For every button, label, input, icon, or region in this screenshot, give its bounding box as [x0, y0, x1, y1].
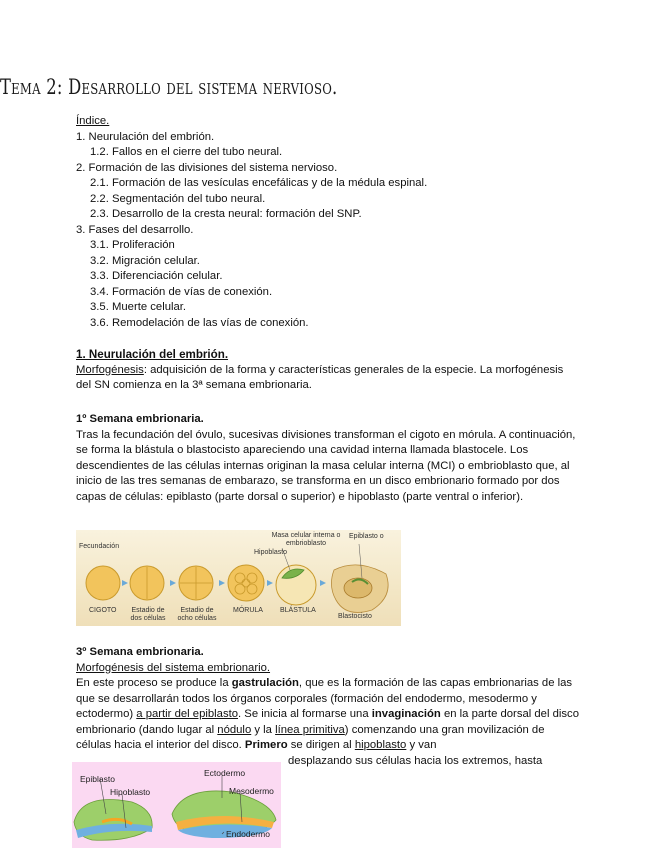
index-item: 3.2. Migración celular.	[90, 254, 200, 267]
index-item: 2.3. Desarrollo de la cresta neural: formación del SNP.	[90, 208, 362, 220]
figure-label: Masa celular interna o embrioblasto	[271, 532, 341, 547]
morula	[228, 565, 264, 601]
index-item: 3.1. Proliferación	[90, 239, 175, 251]
figure-label: MÓRULA	[233, 607, 263, 614]
index-item: 2.2. Segmentación del tubo neural.	[90, 192, 266, 205]
page-title: Tema 2: Desarrollo del sistema nervioso.	[0, 75, 338, 99]
definition-text: : adquisición de la forma y características generales de la especie. La morfogénesis del SN comienza en la 3ª semana embrionaria.	[76, 363, 564, 391]
arrow-icon	[219, 580, 225, 586]
index-item: 3. Fases del desarrollo.	[76, 223, 194, 236]
index	[76, 114, 581, 331]
index-item: 3.3. Diferenciación celular.	[90, 270, 223, 282]
index-item: 3.6. Remodelación de las vías de conexión.	[90, 316, 309, 329]
index-item: 3.4. Formación de vías de conexión.	[90, 285, 273, 298]
paragraph: En este proceso se produce la gastrulación, que es la formación de las capas embrionarias de las que se desarrollarán todos los órganos corporales (formación del endodermo, mesodermo y ectodermo) a partir del epiblasto. Se inicia al formarse una invaginación en la parte dorsal del disco embrionario (dando lugar al nódulo y la línea primitiva) comenzando una gran movilización de células hacia el interior del disco. Primero se dirigen al hipoblasto y van	[76, 677, 579, 751]
arrow-icon	[170, 580, 176, 586]
implanted-blastocyst	[344, 578, 372, 598]
arrow-icon	[122, 580, 128, 586]
section-heading: 1. Neurulación del embrión.	[76, 348, 229, 361]
figure-label: Endodermo	[226, 829, 270, 839]
arrow-icon	[320, 580, 326, 586]
gastrulation-figure	[72, 762, 281, 848]
term-morfogenesis: Morfogénesis	[76, 363, 144, 376]
index-item: 1. Neurulación del embrión.	[76, 130, 215, 143]
figure-label: Estadio de ocho células	[177, 607, 217, 622]
arrow-icon	[267, 580, 273, 586]
section-week3	[76, 645, 581, 769]
subsection-subheading: Morfogénesis del sistema embrionario.	[76, 661, 271, 674]
index-item: 3.5. Muerte celular.	[90, 301, 187, 313]
paragraph: Tras la fecundación del óvulo, sucesivas divisiones transforman el cigoto en mórula. A continuación, se forma la blástula o blastocisto apareciendo una cavidad interna llamada blastocele. Los descendientes de las células internas originan la masa celular interna (MCI) o embrioblasto que, al inicio de las tres semanas de embarazo, se transforma en un disco embrionario formado por dos capas de células: epiblasto (parte dorsal o superior) e hipoblasto (parte ventral o inferior).	[76, 428, 576, 503]
index-item: 2.1. Formación de las vesículas encefálicas y de la médula espinal.	[90, 177, 428, 189]
figure-label: Epiblasto	[80, 774, 115, 784]
figure-label: Fecundación	[79, 543, 120, 550]
section-neurulacion	[76, 347, 581, 394]
figure-label: Hipoblasto	[110, 787, 151, 797]
paragraph-continuation: desplazando sus células hacia los extremos, hasta	[288, 754, 543, 767]
figure-label: BLÁSTULA	[280, 607, 316, 614]
figure-label: Mesodermo	[229, 786, 274, 796]
figure-label: Blastocisto	[338, 613, 372, 620]
figure-label: Epiblasto o	[349, 533, 384, 540]
subsection-heading: 1º Semana embrionaria.	[76, 413, 204, 425]
index-heading: Índice.	[76, 115, 110, 127]
embryo-development-figure	[76, 530, 401, 626]
figure-label: Estadio de dos células	[130, 607, 166, 622]
figure-label: Hipoblasto	[254, 549, 288, 556]
figure-label: Ectodermo	[204, 768, 246, 778]
paragraph	[76, 363, 581, 394]
index-item: 1.2. Fallos en el cierre del tubo neural.	[90, 146, 283, 158]
cigoto-cell	[86, 566, 120, 600]
subsection-heading: 3º Semana embrionaria.	[76, 646, 204, 658]
section-week1	[76, 412, 581, 505]
index-item: 2. Formación de las divisiones del sistema nervioso.	[76, 161, 338, 174]
figure-label: CIGOTO	[89, 607, 117, 614]
